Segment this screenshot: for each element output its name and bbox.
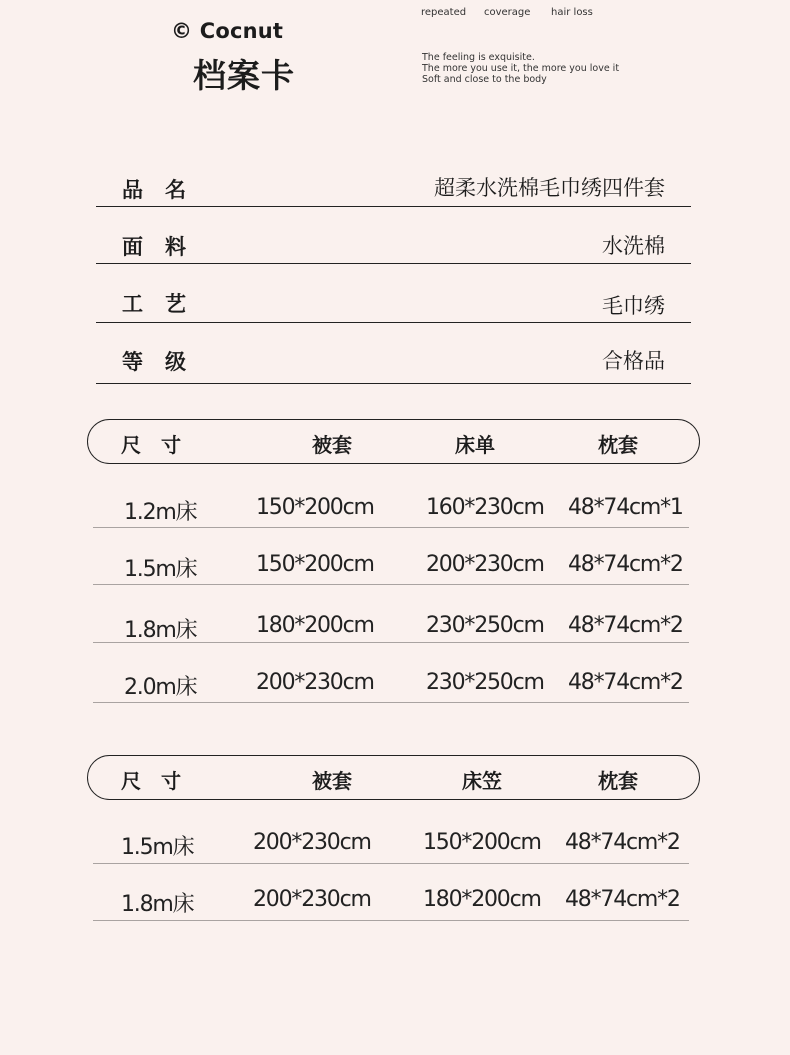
table-row [93, 597, 689, 643]
info-value: 超柔水洗棉毛巾绣四件套 [434, 176, 665, 200]
tag: hair loss [551, 7, 593, 18]
slogan-line: Soft and close to the body [422, 74, 547, 85]
tag: repeated [421, 7, 467, 18]
table-cell: 200*230cm [253, 830, 371, 855]
tag: coverage [484, 7, 531, 18]
table-cell: 230*250cm [426, 670, 544, 695]
column-header-size: 尺寸 [121, 769, 201, 793]
info-label: 工艺 [122, 292, 208, 316]
table-cell: 150*200cm [256, 552, 374, 577]
table-cell: 150*200cm [423, 830, 541, 855]
info-value: 毛巾绣 [602, 294, 665, 318]
column-header-fitted-sheet: 床笠 [462, 769, 502, 793]
size-table-header [87, 755, 700, 800]
column-header-duvet: 被套 [312, 769, 352, 793]
info-label: 品名 [122, 178, 208, 202]
table-row [93, 874, 689, 921]
column-header-sheet: 床单 [455, 433, 495, 457]
slogan-line: The feeling is exquisite. [422, 52, 535, 63]
table-cell: 230*250cm [426, 613, 544, 638]
table-cell: 1.5m床 [124, 557, 197, 582]
info-row-fabric [96, 216, 691, 264]
slogan [422, 52, 619, 85]
table-cell: 180*200cm [256, 613, 374, 638]
info-value: 合格品 [602, 349, 665, 373]
table-row [93, 816, 689, 864]
info-value: 水洗棉 [602, 234, 665, 258]
info-row-name [96, 160, 691, 207]
column-header-pillowcase: 枕套 [598, 433, 638, 457]
table-cell: 1.5m床 [121, 835, 194, 860]
table-cell: 48*74cm*1 [568, 495, 683, 520]
table-row [93, 656, 689, 703]
size-table-header [87, 419, 700, 464]
page-title: 档案卡 [193, 56, 295, 95]
column-header-size: 尺寸 [121, 433, 201, 457]
column-header-pillowcase: 枕套 [598, 769, 638, 793]
table-cell: 150*200cm [256, 495, 374, 520]
table-cell: 48*74cm*2 [565, 887, 680, 912]
table-cell: 48*74cm*2 [568, 552, 683, 577]
info-label: 等级 [122, 350, 208, 374]
table-row [93, 538, 689, 585]
column-header-duvet: 被套 [312, 433, 352, 457]
table-cell: 200*230cm [426, 552, 544, 577]
slogan-line: The more you use it, the more you love it [422, 63, 620, 74]
table-row [93, 480, 689, 528]
info-row-craft [96, 273, 691, 323]
table-cell: 2.0m床 [124, 675, 197, 700]
info-label: 面料 [122, 235, 208, 259]
info-row-grade [96, 331, 691, 384]
table-cell: 1.2m床 [124, 500, 197, 525]
brand-logo: © Cocnut [171, 19, 284, 43]
table-cell: 200*230cm [256, 670, 374, 695]
table-cell: 180*200cm [423, 887, 541, 912]
table-cell: 1.8m床 [124, 618, 197, 643]
table-cell: 200*230cm [253, 887, 371, 912]
table-cell: 1.8m床 [121, 892, 194, 917]
table-cell: 160*230cm [426, 495, 544, 520]
table-cell: 48*74cm*2 [565, 830, 680, 855]
table-cell: 48*74cm*2 [568, 670, 683, 695]
table-cell: 48*74cm*2 [568, 613, 683, 638]
